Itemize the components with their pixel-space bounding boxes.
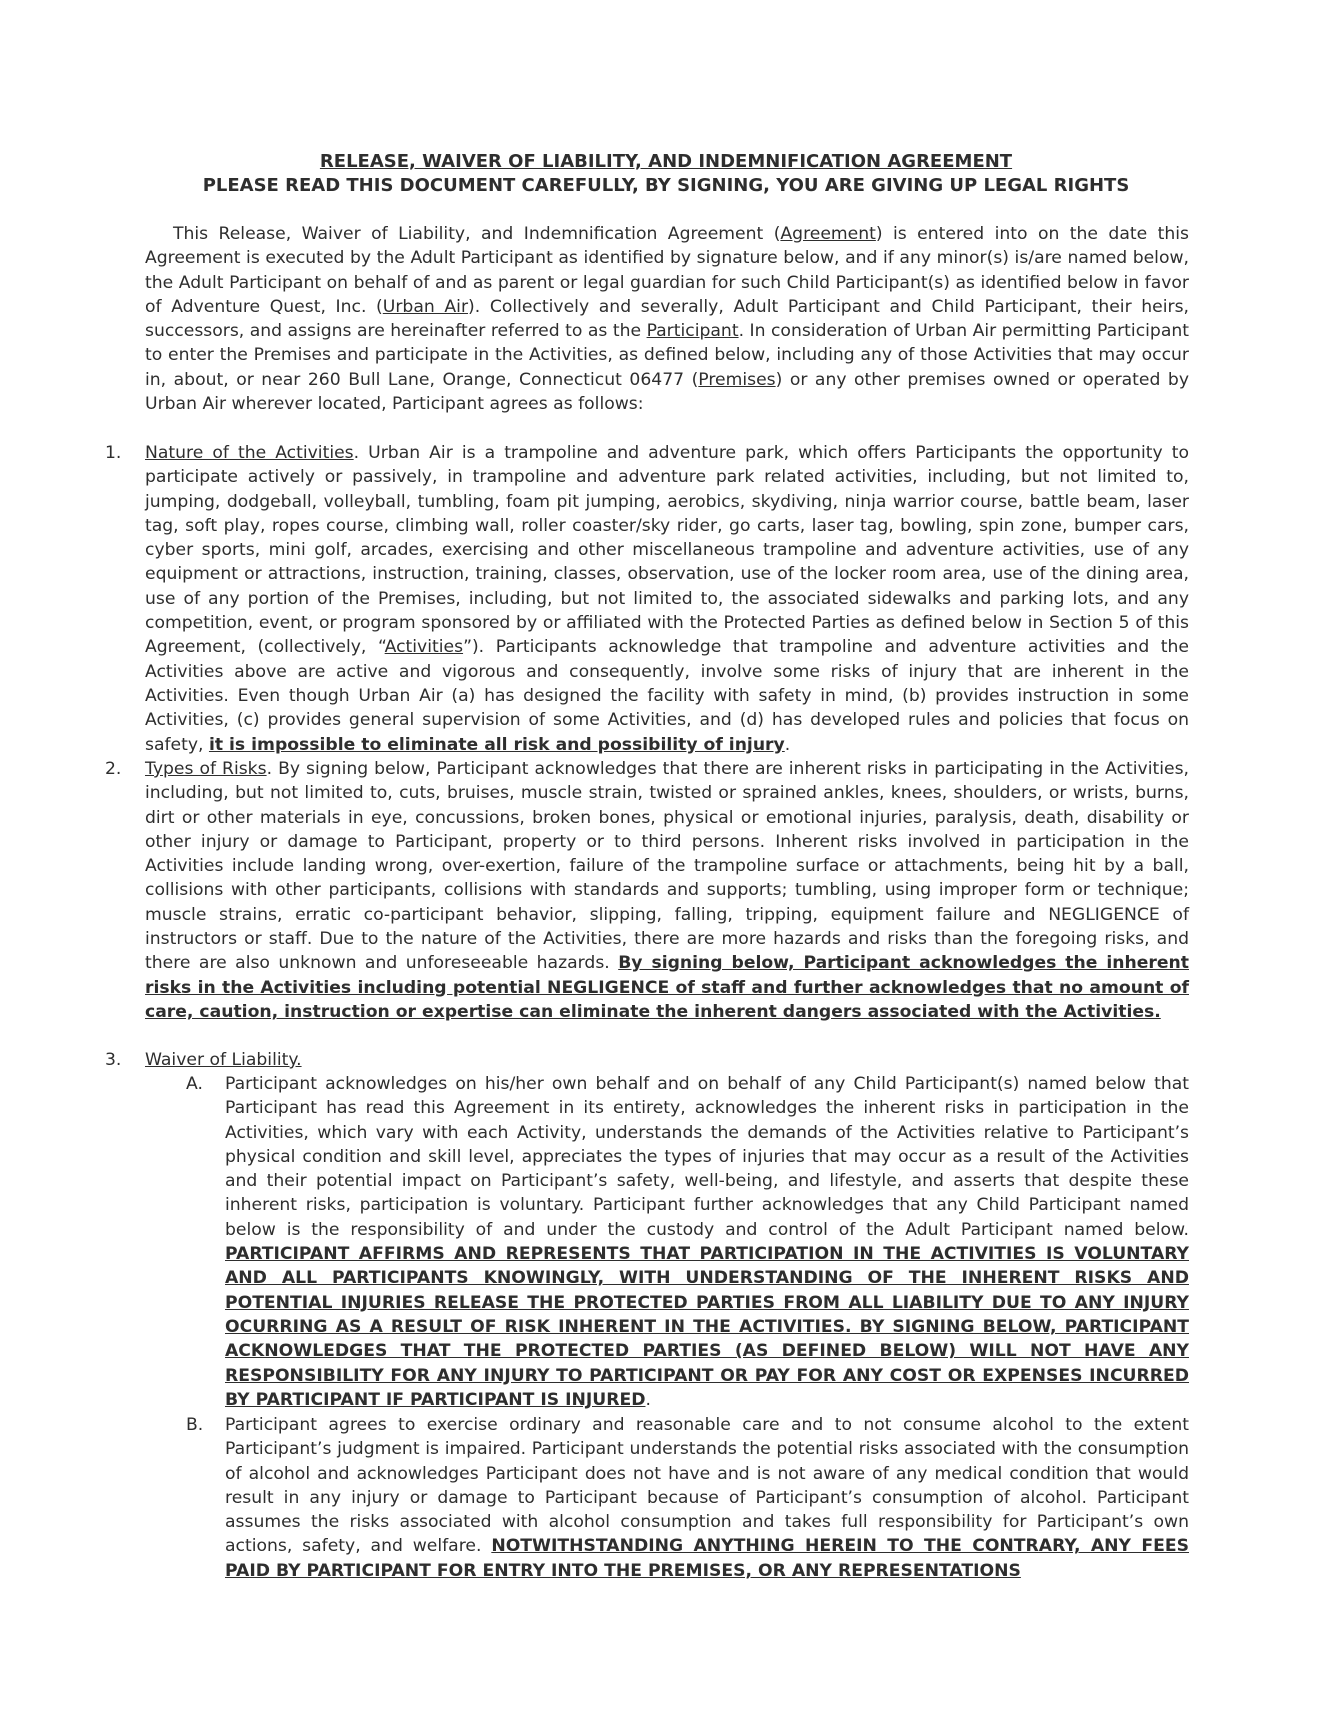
subsection-a-emphasis: PARTICIPANT AFFIRMS AND REPRESENTS THAT PARTICIPATION IN THE ACTIVITIES IS VOLUNTARY AND ALL PARTICIPANTS KNOWINGLY, WITH UNDERSTANDING OF THE INHERENT RISKS AND POTENTIAL INJURIES RELEASE THE PROTECTED PARTIES FROM ALL LIABILITY DUE TO ANY INJURY OCURRING AS A RESULT OF RISK INHERENT IN THE ACTIVITIES. BY SIGNING BELOW, PARTICIPANT ACKNOWLEDGES THAT THE PROTECTED PARTIES (AS DEFINED BELOW) WILL NOT HAVE ANY RESPONSIBILITY FOR ANY INJURY TO PARTICIPANT OR PAY FOR ANY COST OR EXPENSES INCURRED BY PARTICIPANT IF PARTICIPANT IS INJURED	[225, 1244, 1189, 1410]
term-urban-air: Urban Air	[382, 296, 469, 317]
intro-text-3: ). Collectively and severally, Adult Participant and Child Participant, their heirs, successors, and assigns are hereinafter referred to as the	[145, 296, 1190, 342]
subsection-a-text-2: .	[645, 1389, 651, 1410]
document-title: RELEASE, WAIVER OF LIABILITY, AND INDEMNIFICATION AGREEMENT	[319, 151, 1013, 172]
section-3-number: 3.	[105, 1050, 122, 1070]
section-2-number: 2.	[105, 759, 122, 779]
intro-text-2: ) is entered into on the date this Agreement is executed by the Adult Participant as identified by signature below, and if any minor(s) is/are named below, the Adult Participant on behalf of and as parent or legal guardian for such Child Participant(s) as identified below in favor of Adventure Quest, Inc. (	[145, 224, 1189, 317]
section-1-paragraph	[145, 441, 1189, 757]
intro-paragraph	[145, 222, 1189, 416]
term-participant: Participant	[646, 321, 739, 342]
section-1-text-3: .	[784, 734, 791, 755]
section-1-emphasis: it is impossible to eliminate all risk and possibility of injury	[208, 734, 785, 755]
section-1-heading: Nature of the Activities	[145, 443, 354, 463]
subsection-b-emphasis: NOTWITHSTANDING ANYTHING HEREIN TO THE CONTRARY, ANY FEES PAID BY PARTICIPANT FOR ENTRY INTO THE PREMISES, OR ANY REPRESENTATIONS	[225, 1536, 1189, 1581]
term-agreement: Agreement	[780, 224, 876, 244]
section-3-heading-line	[145, 1048, 1189, 1072]
term-premises: Premises	[698, 369, 776, 390]
section-2-emphasis: By signing below, Participant acknowledges the inherent risks in the Activities including potential NEGLIGENCE of staff and further acknowledges that no amount of care, caution, instruction or expertise can eliminate the inherent dangers associated with the Activities.	[145, 953, 1189, 1022]
section-1-text-1: . Urban Air is a trampoline and adventure park, which offers Participants the opportunity to participate actively or passively, in trampoline and adventure park related activities, including, but not limited to, jumping, dodgeball, volleyball, tumbling, foam pit jumping, aerobics, skydiving, ninja warrior course, battle beam, laser tag, soft play, ropes course, climbing wall, roller coaster/sky rider, go carts, laser tag, bowling, spin zone, bumper cars, cyber sports, mini golf, arcades, exercising and other miscellaneous trampoline and adventure activities, use of any equipment or attractions, instruction, training, classes, observation, use of the locker room area, use of the dining area, use of any portion of the Premises, including, but not limited to, the associated sidewalks and parking lots, and any competition, event, or program sponsored by or affiliated with the Protected Parties as defined below in Section 5 of this Agreement, (collectively, “	[145, 443, 1189, 658]
subsection-a-text-1: Participant acknowledges on his/her own behalf and on behalf of any Child Participant(s) named below that Participant has read this Agreement in its entirety, acknowledges the inherent risks in participation in the Activities, which vary with each Activity, understands the demands of the Activities relative to Participant’s physical condition and skill level, appreciates the types of injuries that may occur as a result of the Activities and their potential impact on Participant’s safety, well-being, and lifestyle, and asserts that despite these inherent risks, participation is voluntary. Participant further acknowledges that any Child Participant named below is the responsibility of and under the custody and control of the Adult Participant named below.	[225, 1074, 1189, 1240]
subsection-b-paragraph	[225, 1413, 1189, 1583]
intro-text-4: . In consideration of Urban Air permitting Participant to enter the Premises and participate in the Activities, as defined below, including any of those Activities that may occur in, about, or near 260 Bull Lane, Orange, Connecticut 06477 (	[145, 321, 1189, 390]
section-1-number: 1.	[105, 443, 122, 463]
section-2-paragraph	[145, 757, 1189, 1024]
intro-text-5: ) or any other premises owned or operated by Urban Air wherever located, Participant agrees as follows:	[145, 369, 1189, 415]
section-2-heading: Types of Risks	[145, 759, 267, 779]
section-2-text-1: . By signing below, Participant acknowledges that there are inherent risks in participating in the Activities, including, but not limited to, cuts, bruises, muscle strain, twisted or sprained ankles, knees, shoulders, or wrists, burns, dirt or other materials in eye, concussions, broken bones, physical or emotional injuries, paralysis, death, disability or other injury or damage to Participant, property or to third persons. Inherent risks involved in participation in the Activities include landing wrong, over-exertion, failure of the trampoline surface or attachments, being hit by a ball, collisions with other participants, collisions with standards and supports; tumbling, using improper form or technique; muscle strains, erratic co-participant behavior, slipping, falling, tripping, equipment failure and NEGLIGENCE of instructors or staff. Due to the nature of the Activities, there are more hazards and risks than the foregoing risks, and there are also unknown and unforeseeable hazards.	[145, 759, 1189, 974]
intro-text-1: This Release, Waiver of Liability, and Indemnification Agreement (	[173, 224, 781, 244]
subsection-a-letter: A.	[186, 1074, 203, 1094]
term-activities: Activities	[384, 637, 464, 658]
section-3-heading: Waiver of Liability.	[145, 1050, 302, 1070]
document-subtitle: PLEASE READ THIS DOCUMENT CAREFULLY, BY SIGNING, YOU ARE GIVING UP LEGAL RIGHTS	[202, 175, 1130, 196]
subsection-b-text-1: Participant agrees to exercise ordinary and reasonable care and to not consume alcohol to the extent Participant’s judgment is impaired. Participant understands the potential risks associated with the consumption of alcohol and acknowledges Participant does not have and is not aware of any medical condition that would result in any injury or damage to Participant because of Participant’s consumption of alcohol. Participant assumes the risks associated with alcohol consumption and takes full responsibility for Participant’s own actions, safety, and welfare.	[225, 1415, 1189, 1557]
subsection-b-letter: B.	[186, 1415, 204, 1435]
section-1-text-2: ”). Participants acknowledge that trampoline and adventure activities and the Activities above are active and vigorous and consequently, involve some risks of injury that are inherent in the Activities. Even though Urban Air (a) has designed the facility with safety in mind, (b) provides instruction in some Activities, (c) provides general supervision of some Activities, and (d) has developed rules and policies that focus on safety,	[145, 637, 1189, 755]
subsection-a-paragraph	[225, 1072, 1189, 1412]
